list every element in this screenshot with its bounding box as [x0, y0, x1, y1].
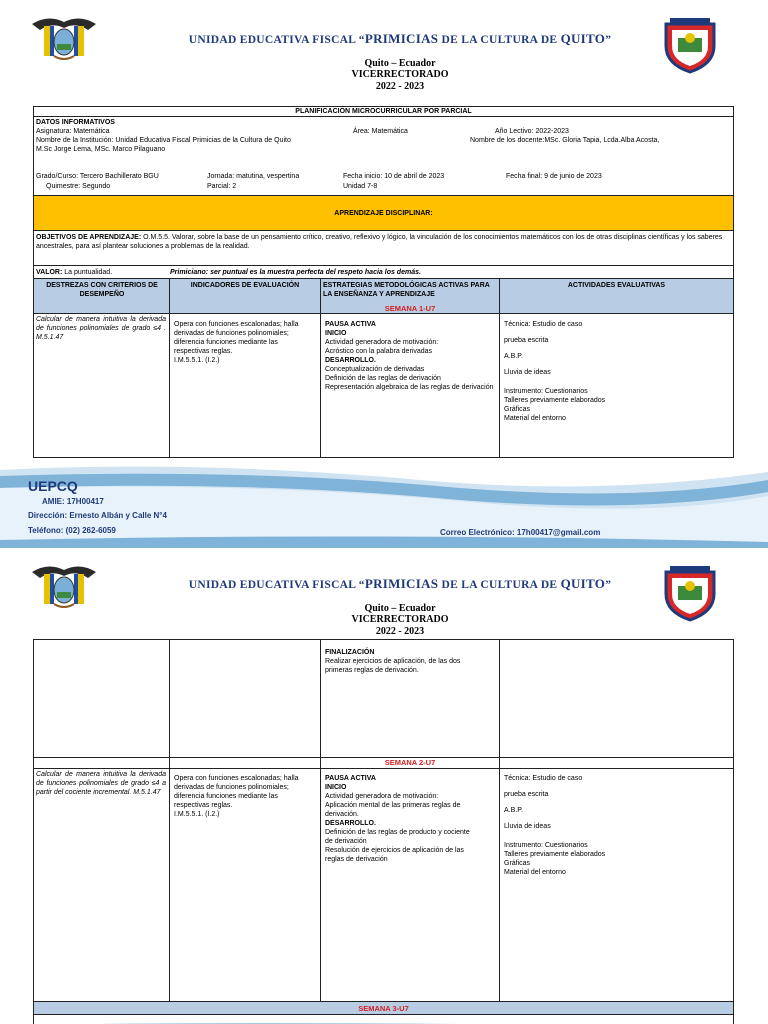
ecuador-coat-of-arms-icon: [30, 14, 98, 62]
semana-1: SEMANA 1-U7: [384, 304, 436, 313]
footer-direccion: Dirección: Ernesto Albán y Calle N°4: [28, 511, 167, 520]
fecha-final: Fecha final: 9 de junio de 2023: [506, 173, 602, 180]
city-line-2: Quito – Ecuador: [364, 603, 436, 614]
school-seal-icon-2: [660, 564, 720, 622]
docentes: Nombre de los docente:MSc. Gloria Tapia, Lcda.Alba Acosta,: [470, 137, 660, 144]
destreza-1: Calcular de manera intuitiva la derivada de funciones polinomiales de grado ≤4 . M.5.1.47: [36, 316, 166, 341]
col-destrezas: DESTREZAS CON CRITERIOS DE DESEMPEÑO: [46, 282, 158, 298]
asignatura: Asignatura: Matemática: [36, 128, 110, 135]
grado-curso: Grado/Curso: Tercero Bachillerato BGU: [36, 173, 159, 180]
semana-3: SEMANA 3-U7: [358, 1004, 409, 1013]
anio-lectivo: Año Lectivo: 2022-2023: [495, 128, 569, 135]
docentes-continued: M.Sc Jorge Lema, MSc. Marco Pilaguano: [36, 146, 166, 153]
finalizacion: FINALIZACIÓN Realizar ejercicios de aplicación, de las dos primeras reglas de derivación.: [325, 649, 461, 674]
valor: VALOR: La puntualidad.: [36, 269, 113, 276]
aprendizaje-disciplinar: APRENDIZAJE DISCIPLINAR:: [334, 210, 433, 217]
parcial: Parcial: 2: [207, 183, 237, 190]
primiciano-motto: Primiciano: ser puntual es la muestra perfecta del respeto hacia los demás.: [170, 269, 421, 276]
department-line-2: VICERRECTORADO: [351, 614, 449, 625]
school-seal-icon: [660, 16, 720, 74]
school-year-line-2: 2022 - 2023: [375, 626, 425, 637]
ecuador-coat-of-arms-icon-2: [30, 562, 98, 610]
city-line: Quito – Ecuador: [364, 58, 436, 69]
actividades-2: Técnica: Estudio de caso prueba escrita A.B.P. Lluvia de ideas Instrumento: Cuestionarios Talleres previamente elaborados Gráficas Material del entorno: [504, 775, 606, 876]
unidad: Unidad 7-8: [343, 183, 378, 190]
footer-wave-2: [0, 1016, 768, 1024]
estrategias-2: PAUSA ACTIVA INICIO Actividad generadora de motivación: Aplicación mental de las primeras reglas de derivación. DESARROLLO. Definición de las reglas de producto y cociente de derivación Resolución de ejercicios de aplicación de las reglas de derivación: [325, 775, 470, 863]
indicador-1: Opera con funciones escalonadas; halla derivadas de funciones polinomiales; diferencia funciones mediante las respectivas reglas. I.M.5.5.1. (I.2.): [174, 321, 299, 364]
jornada: Jornada: matutina, vespertina: [207, 173, 300, 180]
col-indicadores: INDICADORES DE EVALUACIÓN: [190, 282, 300, 289]
school-title-2: UNIDAD EDUCATIVA FISCAL “PRIMICIAS DE LA CULTURA DE QUITO”: [188, 576, 612, 591]
plan-heading: PLANIFICACIÓN MICROCURRICULAR POR PARCIAL: [295, 108, 472, 115]
datos-informativos: DATOS INFORMATIVOS: [36, 119, 115, 126]
institucion: Nombre de la Institución: Unidad Educativa Fiscal Primicias de la Cultura de Quito: [36, 137, 291, 144]
semana-2: SEMANA 2-U7: [384, 758, 436, 767]
school-title: UNIDAD EDUCATIVA FISCAL “PRIMICIAS DE LA CULTURA DE QUITO”: [188, 31, 612, 46]
footer-amie: AMIE: 17H00417: [42, 497, 104, 506]
destreza-2: Calcular de manera intuitiva la derivada de funciones polinomiales de grado ≤4 a partir del cociente incremental. M.5.1.47: [36, 771, 166, 796]
actividades-1: Técnica: Estudio de caso prueba escrita A.B.P. Lluvia de ideas Instrumento: Cuestionarios Talleres previamente elaborados Gráficas Material del entorno: [504, 321, 606, 422]
school-year-line: 2022 - 2023: [375, 81, 425, 92]
footer-brand: UEPCQ: [28, 478, 78, 494]
col-actividades: ACTIVIDADES EVALUATIVAS: [567, 282, 666, 289]
col-estrategias: ESTRATEGIAS METODOLÓGICAS ACTIVAS PARA LA ENSEÑANZA Y APRENDIZAJE: [323, 282, 490, 298]
indicador-2: Opera con funciones escalonadas; halla derivadas de funciones polinomiales; diferencia funciones mediante las respectivas reglas. I.M.5.5.1. (I.2.): [174, 775, 299, 818]
fecha-inicio: Fecha inicio: 10 de abril de 2023: [343, 173, 445, 180]
footer-correo: Correo Electrónico: 17h00417@gmail.com: [440, 528, 601, 537]
footer-wave: [0, 462, 768, 548]
area: Área: Matemática: [353, 128, 408, 135]
estrategias-1: PAUSA ACTIVA INICIO Actividad generadora de motivación: Acróstico con la palabra derivadas DESARROLLO. Conceptualización de derivadas Definición de las reglas de derivación Representación algebraica de las reglas de derivación: [325, 321, 494, 391]
quimestre: Quimestre: Segundo: [46, 183, 111, 190]
footer-telefono: Teléfono: (02) 262-6059: [28, 526, 116, 535]
objetivos: OBJETIVOS DE APRENDIZAJE: O.M.5.5. Valorar, sobre la base de un pensamiento crítico, creativo, reflexivo y lógico, la vinculación de los conocimientos matemáticos con los de otras disciplinas científicas y los saberes ancestrales, para así plantear soluciones a problemas de la realidad.: [36, 234, 723, 250]
department-line: VICERRECTORADO: [351, 69, 449, 80]
